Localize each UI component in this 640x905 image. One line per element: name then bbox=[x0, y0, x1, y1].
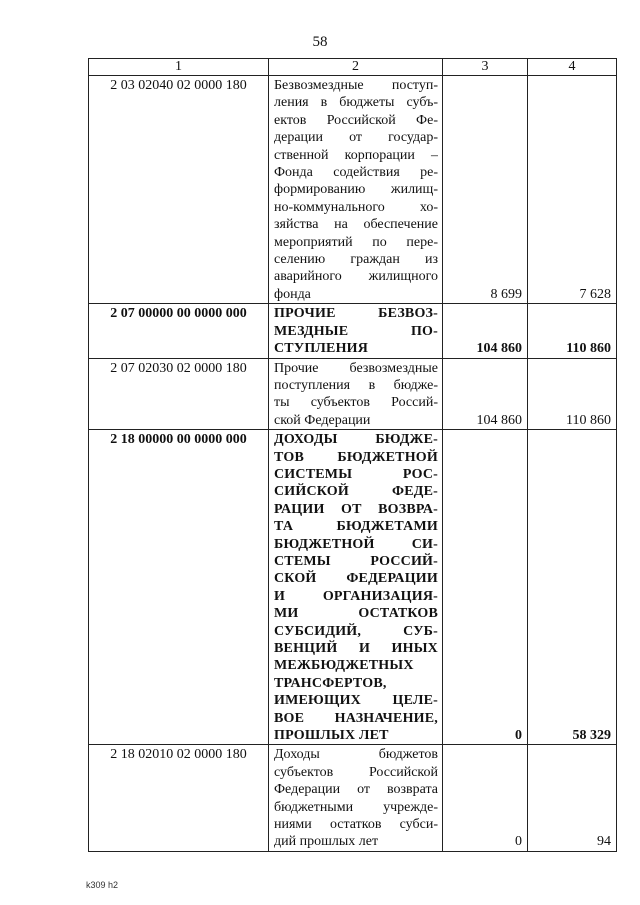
income-name-line: Фонда содействия ре- bbox=[274, 165, 438, 181]
income-name-line: СИСТЕМЫ РОС- bbox=[274, 466, 438, 482]
income-name-cell bbox=[269, 430, 443, 745]
footer-code: k309 h2 bbox=[86, 880, 119, 890]
income-name-line: мероприятий по пере- bbox=[274, 234, 438, 250]
income-name-line: фонда bbox=[274, 286, 311, 302]
budget-code-cell: 2 07 00000 00 0000 000 bbox=[89, 304, 269, 358]
budget-code-cell: 2 07 02030 02 0000 180 bbox=[89, 358, 269, 430]
income-name-line: ВЕНЦИЙ И ИНЫХ bbox=[274, 641, 438, 656]
header-cell-4: 4 bbox=[528, 59, 617, 76]
income-name-line: ДОХОДЫ БЮДЖЕ- bbox=[274, 432, 438, 448]
table-row bbox=[89, 430, 617, 745]
income-name-line: бюджетными учрежде- bbox=[274, 799, 438, 815]
table-row bbox=[89, 745, 617, 851]
income-name-line: МЕЗДНЫЕ ПО- bbox=[274, 323, 438, 339]
income-name-cell bbox=[269, 76, 443, 304]
value-col3-cell: 8 699 bbox=[443, 76, 528, 304]
income-name-line: ственной корпорации – bbox=[274, 147, 438, 163]
budget-code-cell: 2 18 02010 02 0000 180 bbox=[89, 745, 269, 851]
income-name-line: МИ ОСТАТКОВ bbox=[274, 606, 438, 622]
income-name-cell bbox=[269, 745, 443, 851]
income-name-line: Безвозмездные поступ- bbox=[274, 78, 438, 93]
income-name-line: СТЕМЫ РОССИЙ- bbox=[274, 553, 438, 569]
income-name-line: СУБСИДИЙ, СУБ- bbox=[274, 623, 438, 639]
income-name-line: ектов Российской Фе- bbox=[274, 112, 438, 128]
budget-code-cell: 2 03 02040 02 0000 180 bbox=[89, 76, 269, 304]
value-col3-cell: 104 860 bbox=[443, 358, 528, 430]
income-name-line: Прочие безвозмездные bbox=[274, 360, 438, 376]
income-name-line: МЕЖБЮДЖЕТНЫХ bbox=[274, 658, 414, 674]
value-col3-cell: 0 bbox=[443, 745, 528, 851]
income-name-line: ТРАНСФЕРТОВ, bbox=[274, 675, 387, 691]
income-name-line: зяйства на обеспечение bbox=[274, 217, 438, 233]
income-name-line: субъектов Российской bbox=[274, 764, 438, 780]
value-col4-cell: 110 860 bbox=[528, 304, 617, 358]
income-name-line: ты субъектов Россий- bbox=[274, 395, 438, 411]
income-name-line: ления в бюджеты субъ- bbox=[274, 95, 438, 111]
income-name-cell bbox=[269, 358, 443, 430]
income-name-line: СИЙСКОЙ ФЕДЕ- bbox=[274, 484, 438, 500]
table-row bbox=[89, 76, 617, 304]
page-number: 58 bbox=[312, 34, 328, 50]
value-col3-cell: 104 860 bbox=[443, 304, 528, 358]
income-name-line: аварийного жилищного bbox=[274, 269, 438, 285]
income-name-line: но-коммунального хо- bbox=[274, 199, 438, 215]
header-cell-3: 3 bbox=[443, 59, 528, 76]
income-name-line: ВОЕ НАЗНАЧЕНИЕ, bbox=[274, 710, 438, 726]
value-col3-cell: 0 bbox=[443, 430, 528, 745]
value-col4-cell: 7 628 bbox=[528, 76, 617, 304]
income-name-line: Доходы бюджетов bbox=[274, 747, 438, 763]
income-name-line: ИМЕЮЩИХ ЦЕЛЕ- bbox=[274, 693, 438, 709]
income-name-line: формированию жилищ- bbox=[274, 182, 438, 198]
table-row bbox=[89, 304, 617, 358]
value-col4-cell: 94 bbox=[528, 745, 617, 851]
income-name-cell bbox=[269, 304, 443, 358]
income-name-line: ниями остатков субси- bbox=[274, 817, 438, 833]
header-cell-2: 2 bbox=[269, 59, 443, 76]
value-col4-cell: 58 329 bbox=[528, 430, 617, 745]
income-name-line: дерации от государ- bbox=[274, 130, 438, 146]
income-name-line: БЮДЖЕТНОЙ СИ- bbox=[274, 536, 438, 552]
budget-table bbox=[88, 58, 617, 852]
header-row bbox=[89, 59, 617, 76]
income-name-line: ПРОЧИЕ БЕЗВОЗ- bbox=[274, 306, 438, 322]
income-name-line: ТОВ БЮДЖЕТНОЙ bbox=[274, 449, 438, 465]
value-col4-cell: 110 860 bbox=[528, 358, 617, 430]
income-name-line: ТА БЮДЖЕТАМИ bbox=[274, 519, 438, 535]
income-name-line: СТУПЛЕНИЯ bbox=[274, 341, 369, 357]
income-name-line: СКОЙ ФЕДЕРАЦИИ bbox=[274, 571, 438, 587]
income-name-line: Федерации от возврата bbox=[274, 782, 438, 798]
table-body bbox=[89, 76, 617, 852]
income-name-line: РАЦИИ ОТ ВОЗВРА- bbox=[274, 501, 438, 517]
income-name-line: И ОРГАНИЗАЦИЯ- bbox=[274, 588, 438, 604]
income-name-line: дий прошлых лет bbox=[274, 834, 379, 850]
income-name-line: ской Федерации bbox=[274, 412, 371, 428]
income-name-line: селению граждан из bbox=[274, 252, 438, 268]
income-name-line: поступления в бюдже- bbox=[274, 377, 438, 393]
table-row bbox=[89, 358, 617, 430]
income-name-line: ПРОШЛЫХ ЛЕТ bbox=[274, 728, 389, 744]
budget-code-cell: 2 18 00000 00 0000 000 bbox=[89, 430, 269, 745]
header-cell-1: 1 bbox=[89, 59, 269, 76]
